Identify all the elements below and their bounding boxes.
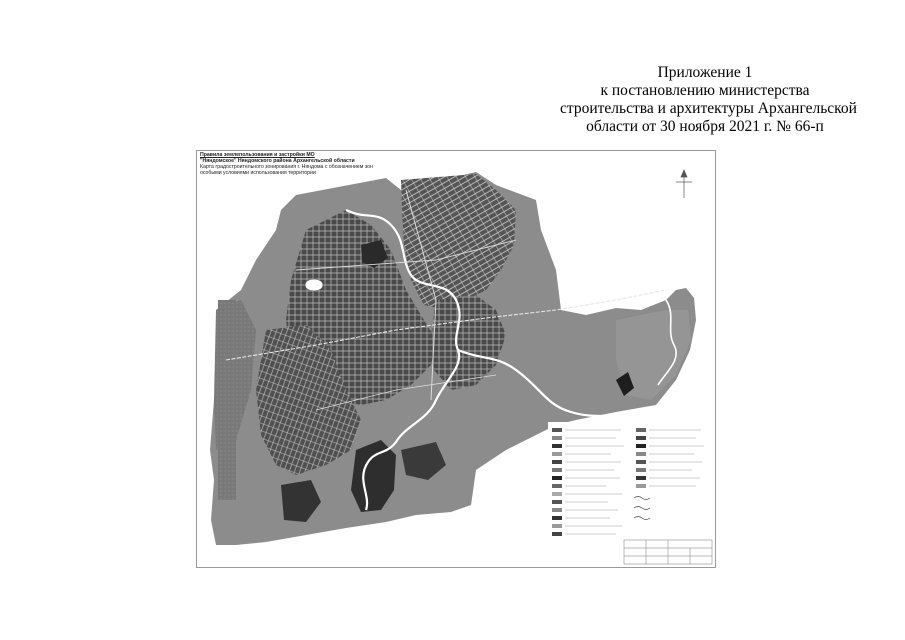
legend-panel: [548, 422, 713, 540]
header-line-date: области от 30 ноября 2021 г. № 66-п: [586, 118, 824, 135]
map-title-line1: Правила землепользования и застройки МО: [200, 152, 315, 158]
zoning-map: [196, 150, 716, 568]
title-block: [624, 540, 712, 564]
map-title-line2: "Няндомское" Няндомского района Архангельской области: [200, 158, 355, 164]
header-line-appendix: Приложение 1: [657, 64, 753, 81]
map-title-line4: особыми условиями использования территории: [200, 170, 316, 176]
pond: [305, 279, 323, 291]
map-title: [200, 152, 400, 176]
header-line-ministry: строительства и архитектуры Архангельской: [560, 100, 857, 117]
document-header: [560, 64, 857, 136]
parcel-strip-west: [218, 300, 236, 500]
header-line-resolution: к постановлению министерства: [600, 82, 810, 99]
zoning-map-sheet: [196, 150, 716, 568]
map-title-line3: Карта градостроительного зонирования г. Няндома с обозначением зон: [200, 164, 373, 170]
north-arrow-icon: [676, 170, 692, 198]
